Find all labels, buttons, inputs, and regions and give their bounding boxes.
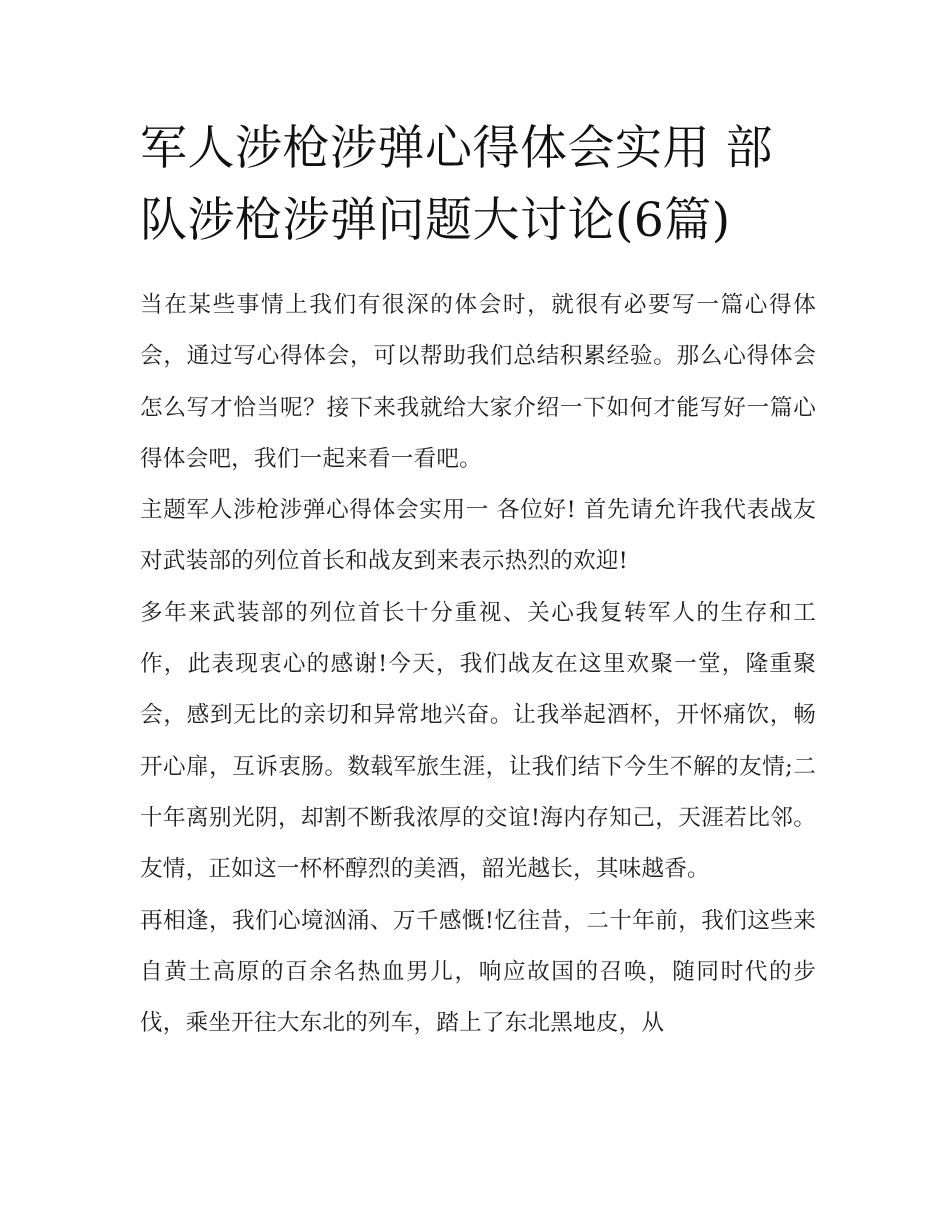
paragraph-reunion: 再相逢，我们心境汹涌、万千感慨!忆往昔，二十年前，我们这些来自黄土高原的百余名热血男儿，响应故国的召唤，随同时代的步伐，乘坐开往大东北的列车，踏上了东北黑地皮，从: [140, 907, 816, 1037]
paragraph-greeting: 主题军人涉枪涉弹心得体会实用一 各位好! 首先请允许我代表战友对武装部的列位首长和战友到来表示热烈的欢迎!: [140, 497, 816, 575]
paragraph-thanks: 多年来武装部的列位首长十分重视、关心我复转军人的生存和工作，此表现衷心的感谢!今天，我们战友在这里欢聚一堂，隆重聚会，感到无比的亲切和异常地兴奋。让我举起酒杯，开怀痛饮，畅开心扉，互诉衷肠。数载军旅生涯，让我们结下今生不解的友情;二十年离别光阴，却割不断我浓厚的交谊!海内存知己，天涯若比邻。友情，正如这一杯杯醇烈的美酒，韶光越长，其味越香。: [140, 599, 816, 883]
document-title: 军人涉枪涉弹心得体会实用 部队涉枪涉弹问题大讨论(6篇): [140, 121, 773, 248]
document-body: [140, 280, 816, 1049]
paragraph-intro: 当在某些事情上我们有很深的体会时，就很有必要写一篇心得体会，通过写心得体会，可以帮助我们总结积累经验。那么心得体会怎么写才恰当呢？接下来我就给大家介绍一下如何才能写好一篇心得体会吧，我们一起来看一看吧。: [140, 292, 816, 472]
